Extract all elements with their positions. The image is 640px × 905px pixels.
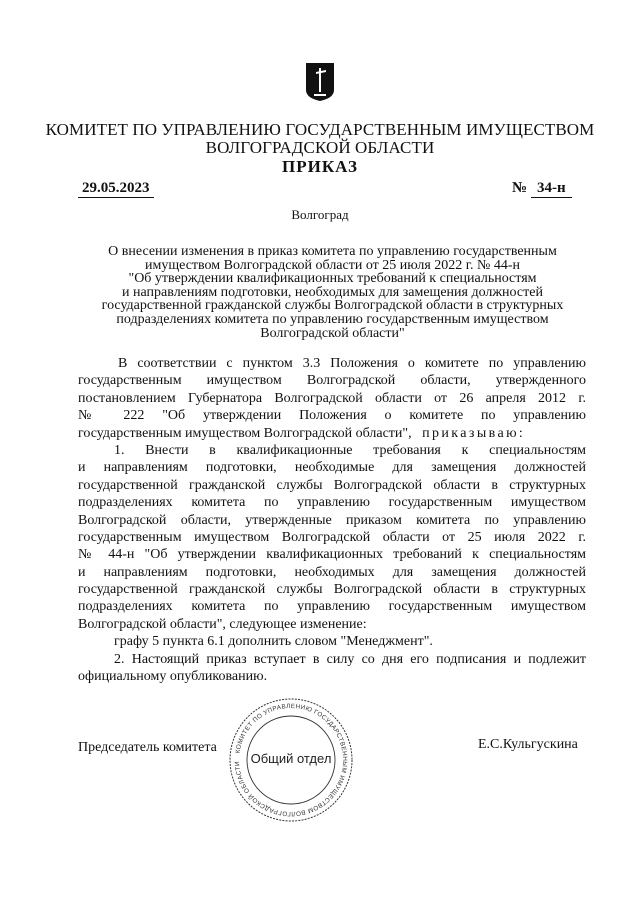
subject-line: Волгоградской области" bbox=[260, 325, 405, 341]
body-line: государственным имуществом Волгоградской области, утвержденного bbox=[78, 373, 586, 389]
body-line: и направлениям подготовки, необходимые для замещения должностей bbox=[78, 460, 586, 476]
body-line: подразделениях комитета по управлению государственным имуществом bbox=[78, 495, 586, 511]
order-number-label: № bbox=[512, 180, 528, 196]
subject-line: "Об утверждении квалификационных требований к специальностям bbox=[128, 271, 537, 287]
svg-text:КОМИТЕТ ПО УПРАВЛЕНИЮ ГОСУДАРС: КОМИТЕТ ПО УПРАВЛЕНИЮ ГОСУДАРСТВЕННЫМ ИМУЩЕСТВОМ ВОЛГОГРАДСКОЙ ОБЛАСТИ bbox=[233, 702, 349, 818]
body-line: государственной гражданской службы Волгоградской области в структурных bbox=[78, 477, 586, 493]
body-line: В соответствии с пунктом 3.3 Положения о комитете по управлению bbox=[118, 356, 586, 371]
order-number: 34-н bbox=[531, 180, 572, 198]
body-line: 2. Настоящий приказ вступает в силу со дня его подписания и подлежит bbox=[114, 651, 586, 667]
signatory-name: Е.С.Кульгускина bbox=[478, 737, 578, 752]
document-type: ПРИКАЗ bbox=[282, 157, 358, 176]
body-line: государственной гражданской службы Волгоградской области в структурных bbox=[78, 582, 586, 598]
body-text: государственным имуществом Волгоградской области", bbox=[78, 425, 412, 441]
subject-line: государственной гражданской службы Волгоградской области в структурных bbox=[101, 298, 564, 314]
body-line: № 44-н "Об утверждении квалификационных требований к специальностям bbox=[78, 547, 586, 563]
body-line: постановлением Губернатора Волгоградской области от 26 апреля 2012 г. bbox=[78, 390, 586, 406]
body-line bbox=[78, 425, 586, 442]
organization-name-line2: ВОЛГОГРАДСКОЙ ОБЛАСТИ bbox=[205, 138, 435, 157]
subject-line: подразделениях комитета по управлению государственным имуществом bbox=[116, 311, 549, 327]
subject-line: и направлениям подготовки, необходимых для замещения должностей bbox=[122, 284, 543, 300]
subject-line: О внесении изменения в приказ комитета по управлению государственным bbox=[108, 244, 557, 259]
body-line: № 222 "Об утверждении Положения о комитете по управлению bbox=[78, 408, 586, 424]
body-line: графу 5 пункта 6.1 дополнить словом "Менеджмент". bbox=[114, 634, 433, 650]
order-command: приказываю: bbox=[422, 425, 526, 441]
svg-text:Общий отдел: Общий отдел bbox=[250, 751, 332, 766]
organization-name-line1: КОМИТЕТ ПО УПРАВЛЕНИЮ ГОСУДАРСТВЕННЫМ ИМУЩЕСТВОМ bbox=[45, 120, 595, 139]
stamp-seal bbox=[226, 695, 356, 825]
subject-line: имуществом Волгоградской области от 25 июля 2022 г. № 44-н bbox=[145, 257, 520, 273]
city: Волгоград bbox=[291, 207, 349, 222]
order-subject bbox=[80, 245, 585, 340]
body-line: Волгоградской области", следующее изменение: bbox=[78, 616, 367, 632]
body-line: государственным имуществом Волгоградской области от 25 июля 2022 г. bbox=[78, 529, 586, 545]
signatory-position: Председатель комитета bbox=[78, 740, 217, 755]
body-line: подразделениях комитета по управлению государственным имуществом bbox=[78, 599, 586, 615]
body-line: официальному опубликованию. bbox=[78, 669, 268, 685]
body-line: и направлениям подготовки, необходимых для замещения должностей bbox=[78, 564, 586, 580]
order-body bbox=[78, 355, 586, 685]
coat-of-arms-icon bbox=[305, 62, 335, 102]
order-date: 29.05.2023 bbox=[78, 180, 154, 198]
body-line: Волгоградской области, утвержденные приказом комитета по управлению bbox=[78, 512, 586, 528]
body-line: 1. Внести в квалификационные требования к специальностям bbox=[114, 442, 586, 458]
